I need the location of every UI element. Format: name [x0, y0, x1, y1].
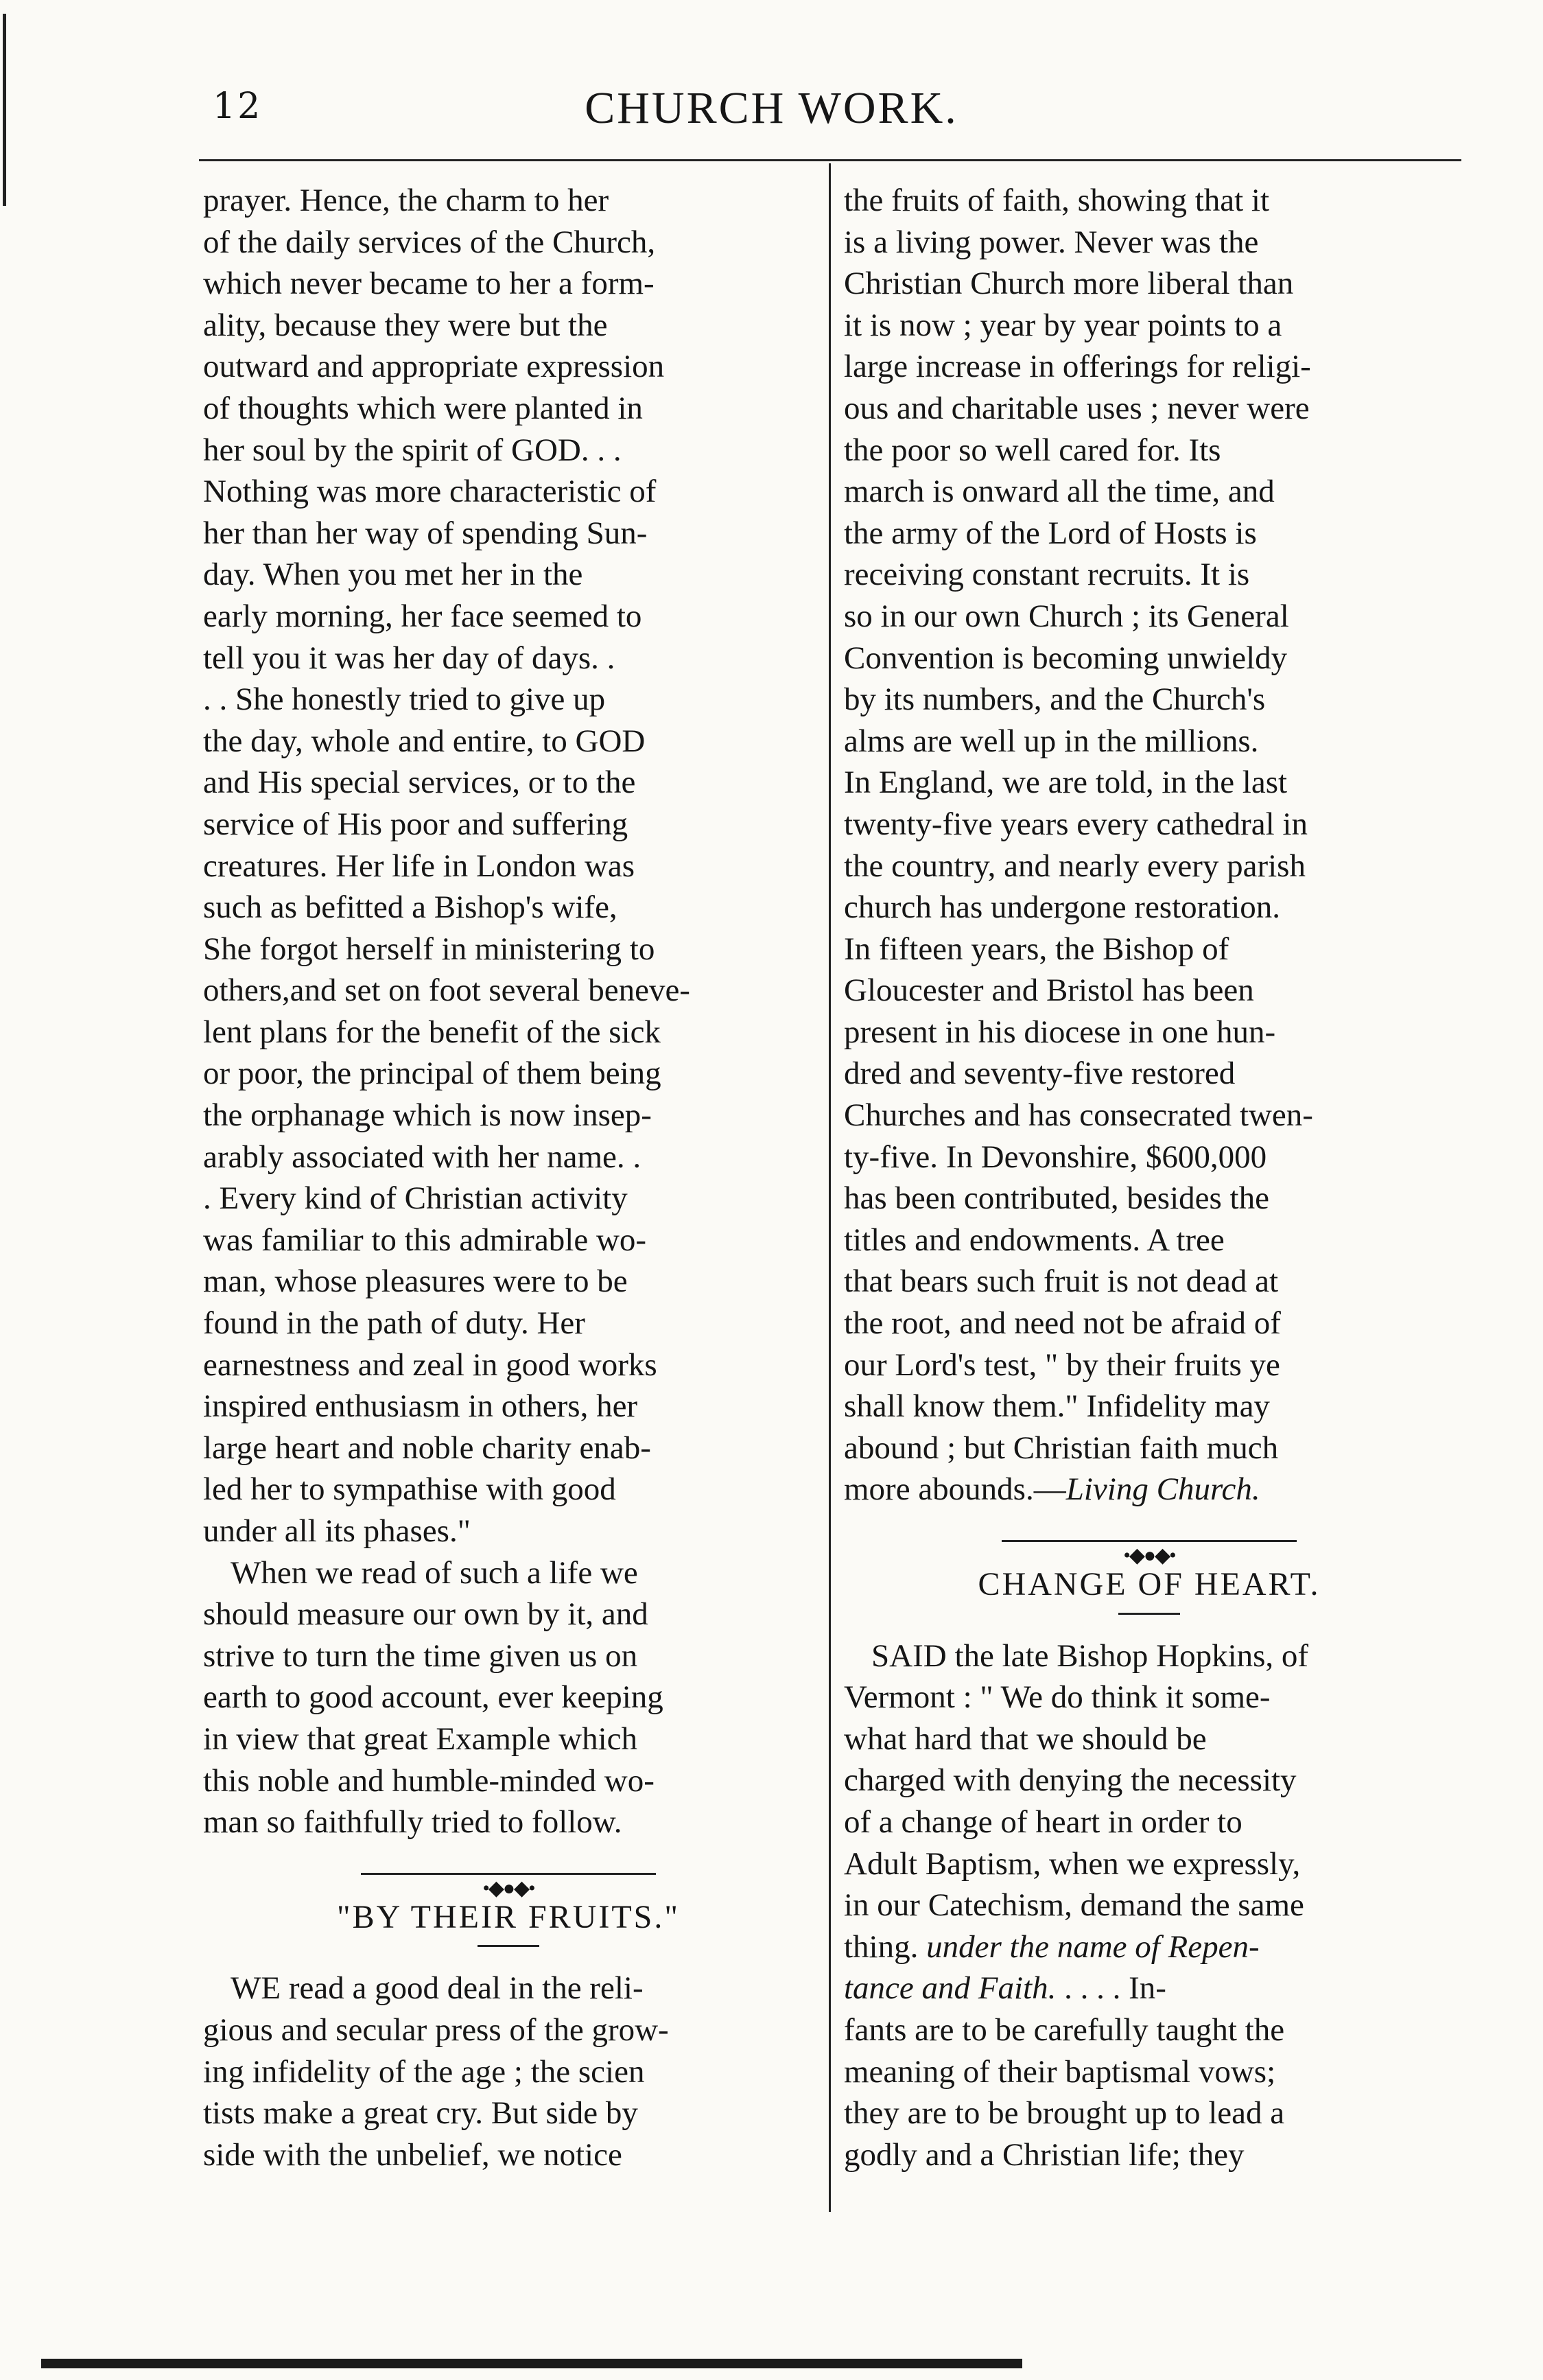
paragraph-lead-word: SAID: [871, 1637, 947, 1674]
source-attribution: Living Church.: [1065, 1471, 1260, 1508]
right-column: [844, 180, 1454, 2175]
right-paragraph-2-italic: under the name of Repen- tance and Faith.: [844, 1928, 1260, 2007]
ornament-mark: •◆●◆•: [475, 1878, 541, 1899]
right-paragraph-2: [844, 1635, 1454, 2176]
right-paragraph-2-text: the late Bishop Hopkins, of Vermont : " We do think it some- what hard that we should be charged with denying the necessity of a change of heart in order to Adult Baptism, when we expressly, in our Catechism, demand the same thing.: [844, 1637, 1309, 1965]
section-ornament: [844, 1531, 1454, 1567]
section-ornament: [203, 1864, 814, 1900]
title-rule: [1118, 1613, 1180, 1615]
left-paragraph-1: prayer. Hence, the charm to her of the daily services of the Church, which never became to her a form- ality, because they were but the outward and appropriate expression of thoughts which were planted in her soul by the spirit of GOD. . . Nothing was more characteristic of her than her way of spending Sun- day. When you met her in the early morning, her face seemed to tell you it was her day of days. . . . She honestly tried to give up the day, whole and entire, to GOD and His special services, or to the service of His poor and suffering creatures. Her life in London was such as befitted a Bishop's wife, She forgot herself in ministering to others,and set on foot several beneve- lent plans for the benefit of the sick or poor, the principal of them being the orphanage which is now insep- arably associated with her name. . . Every kind of Christian activity was familiar to this admirable wo- man, whose pleasures were to be found in the path of duty. Her earnestness and zeal in good works inspired enthusiasm in others, her large heart and noble charity enab- led her to sympathise with good under all its phases.": [203, 183, 690, 1549]
ornament-line: [361, 1873, 656, 1875]
title-rule: [478, 1945, 539, 1947]
running-head-title: CHURCH WORK.: [585, 83, 958, 133]
page-number: 12: [213, 86, 263, 127]
right-paragraph-1: [844, 180, 1454, 1510]
bottom-printing-bar: [41, 2359, 1022, 2368]
left-paragraph-3: WE read a good deal in the reli- gious and secular press of the grow- ing infidelity of the age ; the scien tists make a great cry. But side by side with the unbelief, we notice: [203, 1970, 669, 2173]
section-title-change-of-heart: CHANGE OF HEART.: [978, 1566, 1321, 1602]
column-divider: [829, 163, 831, 2212]
ornament-line: [1002, 1540, 1297, 1542]
section-title-by-their-fruits: "BY THEIR FRUITS.": [337, 1898, 680, 1935]
right-paragraph-2-end: . . . . In- fants are to be carefully taught the meaning of their baptismal vows; they are to be brought up to lead a godly and a Christian life; they: [844, 1970, 1285, 2173]
right-paragraph-1-text: the fruits of faith, showing that it is a living power. Never was the Christian Church more liberal than it is now ; year by year points to a large increase in offerings for religi- ous and charitable uses ; never were the poor so well cared for. Its march is onward all the time, and the army of the Lord of Hosts is receiving constant recruits. It is so in our own Church ; its General Convention is becoming unwieldy by its numbers, and the Church's alms are well up in the millions. In England, we are told, in the last twenty-five years every cathedral in the country, and nearly every parish church has undergone restoration. In fifteen years, the Bishop of Gloucester and Bristol has been present in his diocese in one hun- dred and seventy-five restored Churches and has consecrated twen- ty-five. In Devonshire, $600,000 has been contributed, besides the titles and endowments. A tree that bears such fruit is not dead at the root, and need not be afraid of our Lord's test, " by their fruits ye shall know them." Infidelity may abound ; but Christian faith much more abounds.—: [844, 183, 1313, 1508]
left-paragraph-2: When we read of such a life we should measure our own by it, and strive to turn the time given us on earth to good account, ever keeping in view that great Example which this noble and humble-minded wo- man so faithfully tried to follow.: [203, 1554, 663, 1841]
header-rule: [199, 159, 1461, 161]
left-column: [203, 180, 814, 2175]
ornament-mark: •◆●◆•: [1116, 1545, 1181, 1566]
